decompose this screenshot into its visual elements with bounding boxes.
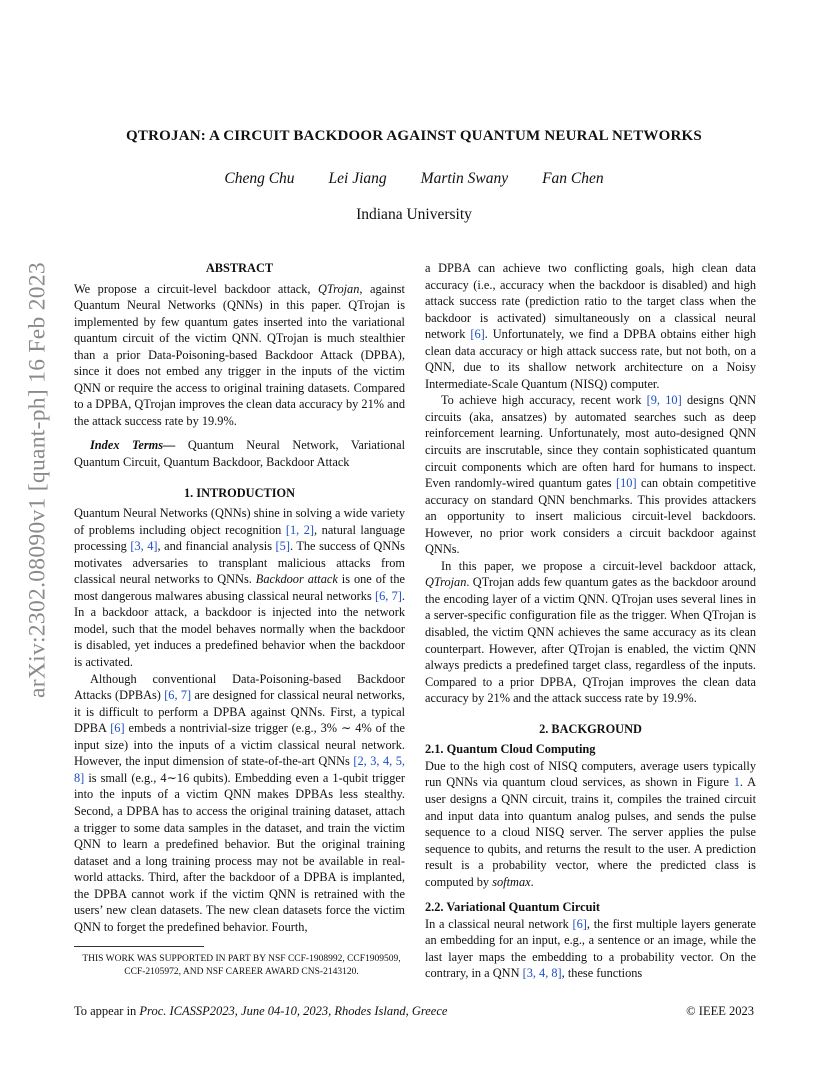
citation-link[interactable]: [6]: [470, 327, 485, 342]
index-terms: Index Terms— Quantum Neural Network, Variational Quantum Circuit, Quantum Backdoor, Backdoor Attack: [74, 438, 406, 470]
paper-title: QTROJAN: A CIRCUIT BACKDOOR AGAINST QUANTUM NEURAL NETWORKS: [126, 128, 702, 144]
figure-link[interactable]: 1: [733, 775, 740, 790]
intro-paragraph: Quantum Neural Networks (QNNs) shine in solving a wide variety of problems including object recognition [1, 2], natural language processing [3, 4], and financial analysis [5]. The success of QNNs motivates adversaries to transplant malicious attacks from classical neural networks to QNNs. Backdoor attack is one of the most dangerous malwares abusing classical neural networks [6, 7]. In a backdoor attack, a backdoor is injected into the network model, such that the model behaves normally when the backdoor is disabled, yet induces a predefined behavior when the backdoor is activated.: [74, 506, 405, 670]
background-paragraph: Due to the high cost of NISQ computers, average users typically run QNNs via quantum cloud services, as shown in Figure 1. A user designs a QNN circuit, trains it, compiles the trained circuit and input data into quantum analog pulses, and sends the pulse sequence to a cloud NISQ server. The server applies the pulse sequence to qubits, and returns the result to the user. A prediction result is a probability vector, where the predicted class is computed by softmax.: [425, 758, 757, 889]
subsection-heading: 2.2. Variational Quantum Circuit: [425, 900, 601, 915]
author-name: Lei Jiang: [328, 170, 387, 187]
citation-link[interactable]: [10]: [616, 476, 637, 491]
funding-footnote: [74, 946, 405, 979]
index-terms-label: Index Terms—: [90, 438, 176, 453]
intro-paragraph: a DPBA can achieve two conflicting goals, high clean data accuracy (i.e., accuracy when the backdoor is disabled) and high attack success rate (prediction ratio to the target class when the backdoor is activated) simultaneously on a classical neural network [6]. Unfortunately, we find a DPBA obtains either high clean data accuracy or high attack success rate, but not both, on a QNN, due to its shallow network architecture on a Noisy Intermediate-Scale Quantum (NISQ) computer.: [425, 261, 756, 391]
citation-link[interactable]: [1, 2]: [285, 522, 315, 537]
citation-link[interactable]: [5]: [275, 539, 290, 554]
section-heading-introduction: 1. INTRODUCTION: [183, 485, 296, 500]
author-name: Fan Chen: [542, 170, 604, 187]
subsection-heading: 2.1. Quantum Cloud Computing: [425, 742, 596, 757]
footnote-text: THIS WORK WAS SUPPORTED IN PART BY NSF CCF-1908992, CCF1909509, CCF-2105972, AND NSF CAREER AWARD CNS-2143120.: [82, 954, 401, 977]
intro-paragraph: To achieve high accuracy, recent work [9, 10] designs QNN circuits (aka, ansatzes) by automated searches such as deep reinforcement learning. Unfortunately, most auto-designed QNN circuits are inscrutable, since they contain sophisticated quantum circuit components which are often hard for humans to inspect. Even randomly-wired quantum gates [10] can obtain competitive accuracy on standard QNN benchmarks. This provides attackers an opportunity to insert malicious circuit-level backdoors. However, no prior work considers a circuit backdoor against QNNs.: [425, 393, 756, 557]
affiliation: Indiana University: [356, 206, 472, 223]
author-name: Martin Swany: [420, 170, 509, 187]
background-paragraph: In a classical neural network [6], the first multiple layers generate an embedding for an input, e.g., a sentence or an image, while the last layer maps the embedding to a probability vector. On the contrary, in a QNN [3, 4, 8], these functions: [425, 916, 756, 981]
copyright-footer: © IEEE 2023: [686, 1004, 754, 1018]
citation-link[interactable]: [3, 4]: [130, 539, 158, 554]
citation-link[interactable]: [3, 4, 8]: [522, 966, 562, 981]
intro-paragraph: In this paper, we propose a circuit-level backdoor attack, QTrojan. QTrojan adds few quantum gates as the backdoor around the encoding layer of a victim QNN. QTrojan uses several lines in a server-specific configuration file as the trigger. When QTrojan is disabled, the victim QNN achieves the same accuracy as its clean counterpart. However, after QTrojan is enabled, the victim QNN always predicts a predefined target class, regardless of the inputs. Compared to a prior DPBA, QTrojan improves the clean data accuracy by 21% and the attack success rate by 19.9%.: [425, 558, 756, 706]
venue-footer: To appear in Proc. ICASSP2023, June 04-10, 2023, Rhodes Island, Greece: [74, 1004, 448, 1018]
arxiv-sidebar-stamp: [20, 262, 56, 698]
author-list: [74, 170, 754, 188]
right-column: [425, 260, 756, 982]
citation-link[interactable]: [6]: [572, 916, 587, 931]
arxiv-identifier: arXiv:2302.08090v1 [quant-ph] 16 Feb 2023: [24, 262, 51, 698]
citation-link[interactable]: [6]: [110, 721, 125, 736]
author-name: Cheng Chu: [224, 170, 295, 187]
citation-link[interactable]: [9, 10]: [646, 393, 682, 408]
section-heading-background: 2. BACKGROUND: [539, 721, 642, 736]
citation-link[interactable]: [6, 7]: [375, 588, 402, 603]
citation-link[interactable]: [6, 7]: [164, 688, 192, 703]
citation-link[interactable]: [2, 3, 4, 5, 8]: [74, 754, 405, 785]
footnote-rule: [74, 946, 204, 947]
intro-paragraph: Although conventional Data-Poisoning-based Backdoor Attacks (DPBAs) [6, 7] are designed for classical neural networks, it is difficult to perform a DPBA against QNNs. First, a typical DPBA [6] embeds a nontrivial-size trigger (e.g., 3% ∼ 4% of the input size) into the inputs of a victim classical neural network. However, the input dimension of state-of-the-art QNNs [2, 3, 4, 5, 8] is small (e.g., 4∼16 qubits). Embedding even a 1-qubit trigger into the inputs of a victim QNN makes DPBAs less stealthy. Second, a DPBA has to access the original training dataset, attach a trigger to some data samples in the dataset, and train the victim QNN to learn a predefined behavior. But the original training dataset and a long training process may not be available in real-world attacks. Third, after the backdoor of a DPBA is implanted, the DPBA cannot work if the victim QNN is retrained with the users’ new clean datasets. The new clean datasets force the victim QNN to forget the predefined behavior. Fourth,: [74, 671, 405, 934]
abstract-heading: ABSTRACT: [205, 261, 274, 275]
abstract-text: We propose a circuit-level backdoor attack, QTrojan, against Quantum Neural Networks (QNNs) in this paper. QTrojan is implemented by few quantum gates inserted into the variational quantum circuit of the victim QNN. QTrojan is much stealthier than a prior Data-Poisoning-based Backdoor Attack (DPBA), since it does not embed any trigger in the inputs of the victim QNN or require the access to original training datasets. Compared to a DPBA, QTrojan improves the clean data accuracy by 21% and the attack success rate by 19.9%.: [74, 281, 405, 428]
left-column: [74, 260, 405, 935]
